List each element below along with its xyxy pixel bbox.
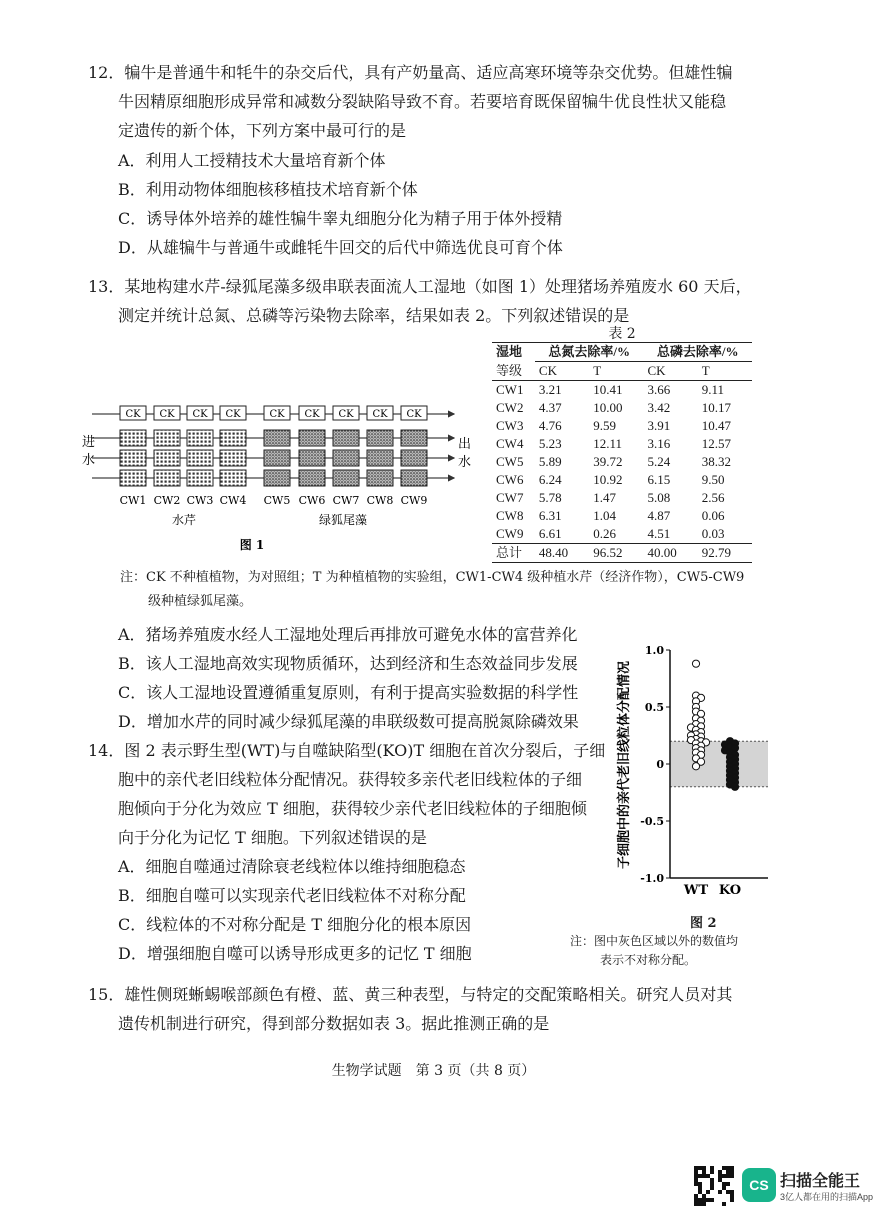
table-cell: 4.51: [647, 526, 671, 541]
foxtail-cell: [367, 430, 393, 446]
foxtail-cell: [333, 470, 359, 486]
table-cell: CW3: [496, 418, 524, 433]
table-cell: 4.76: [538, 418, 562, 433]
q14-option-c: C．线粒体的不对称分配是 T 细胞分化的根本原因: [118, 915, 472, 934]
q13-option-b: B．该人工湿地高效实现物质循环，达到经济和生态效益同步发展: [118, 654, 578, 673]
ck-label: CK: [406, 409, 422, 420]
table-cell: CW8: [496, 508, 524, 523]
cress-cell: [120, 450, 146, 466]
q14-option-b: B．细胞自噬可以实现亲代老旧线粒体不对称分配: [118, 886, 466, 905]
q14-line-4: 向于分化为记忆 T 细胞。下列叙述错误的是: [118, 828, 427, 847]
cell-level-label: CW5: [263, 494, 291, 507]
figure-2-note-line-2: 表示不对称分配。: [600, 953, 697, 967]
chart-plot-area: [640, 644, 768, 898]
table-2-title: 表 2: [608, 326, 636, 342]
cress-cell: [220, 450, 246, 466]
q13-option-c: C．该人工湿地设置遵循重复原则，有利于提高实验数据的科学性: [118, 683, 579, 702]
table-sub-ck-p: CK: [647, 363, 666, 378]
foxtail-cell: [299, 450, 325, 466]
table-cell: 3.42: [647, 400, 671, 415]
y-tick-label: 0: [656, 758, 664, 771]
table-cell: 40.00: [647, 545, 677, 560]
figure-1-wetland-diagram: [82, 400, 482, 560]
cell-level-label: CW6: [298, 494, 326, 507]
symmetric-band: [670, 741, 768, 787]
foxtail-cell: [367, 470, 393, 486]
table-cell: 5.89: [538, 454, 562, 469]
table-row: [492, 453, 752, 471]
q12-option-a: A．利用人工授精技术大量培育新个体: [118, 151, 386, 170]
table-cell: 0.06: [701, 508, 725, 523]
cell-level-label: CW2: [153, 494, 181, 507]
x-category-label: WT: [683, 883, 709, 898]
brand-name: 扫描全能王: [780, 1173, 861, 1190]
ck-label: CK: [225, 409, 241, 420]
table-cell: 5.23: [538, 436, 562, 451]
ck-label: CK: [192, 409, 208, 420]
table-2: [492, 326, 752, 563]
foxtail-cell: [264, 430, 290, 446]
table-cell: 12.11: [593, 436, 622, 451]
q13-note-line-1: 注：CK 不种植植物，为对照组；T 为种植植物的实验组，CW1-CW4 级种植水芹（经济作物），CW5-CW9: [120, 570, 745, 585]
ck-label: CK: [269, 409, 285, 420]
cress-cell: [187, 430, 213, 446]
q14-option-a: A．细胞自噬通过清除衰老线粒体以维持细胞稳态: [118, 857, 466, 876]
q12-line-2: 牛因精原细胞形成异常和减数分裂缺陷导致不育。若要培育既保留犏牛优良性状又能稳: [118, 92, 727, 111]
cell-level-label: CW3: [186, 494, 214, 507]
table-header-phosphorus: 总磷去除率/%: [643, 343, 752, 362]
cell-level-label: CW9: [400, 494, 428, 507]
table-cell: 6.24: [538, 472, 562, 487]
table-cell: 12.57: [701, 436, 731, 451]
inlet-label-1: 进: [82, 435, 96, 450]
table-cell: 96.52: [593, 545, 623, 560]
table-2-body: [492, 381, 752, 563]
ck-label: CK: [338, 409, 354, 420]
ko-data-point: [731, 783, 738, 790]
q13-option-a: A．猪场养殖废水经人工湿地处理后再排放可避免水体的富营养化: [118, 625, 578, 644]
table-2-grid: [492, 342, 752, 563]
foxtail-cell: [264, 470, 290, 486]
question-12: [88, 58, 732, 262]
outlet-label-2: 水: [458, 455, 472, 470]
foxtail-cell: [264, 450, 290, 466]
table-cell: 总计: [496, 545, 523, 560]
table-cell: CW2: [496, 400, 524, 415]
table-sub-t-p: T: [701, 363, 710, 378]
foxtail-cell: [401, 450, 427, 466]
table-cell: 2.56: [701, 490, 725, 505]
inlet-label-2: 水: [82, 453, 96, 468]
x-category-label: KO: [718, 883, 742, 898]
table-cell: 6.31: [538, 508, 562, 523]
q13-note-line-2: 级种植绿狐尾藻。: [148, 594, 253, 609]
q14-line-3: 胞倾向于分化为效应 T 细胞，获得较少亲代老旧线粒体的子细胞倾: [118, 799, 587, 818]
table-cell: CW4: [496, 436, 524, 451]
foxtail-cell: [299, 430, 325, 446]
table-cell: 1.47: [593, 490, 616, 505]
figure-1-caption: 图 1: [239, 538, 265, 552]
page-footer: 生物学试题 第 3 页（共 8 页）: [331, 1063, 536, 1079]
y-tick-label: 1.0: [644, 644, 664, 657]
figure-2-note: [570, 932, 738, 970]
table-row: [492, 435, 752, 453]
table-cell: 3.66: [647, 382, 671, 397]
q13-line-2: 测定并统计总氮、总磷等污染物去除率，结果如表 2。下列叙述错误的是: [118, 306, 630, 325]
q13-options: [118, 620, 579, 736]
table-cell: CW6: [496, 472, 524, 487]
y-tick-label: 0.5: [644, 701, 664, 714]
table-cell: 0.03: [701, 526, 725, 541]
q12-line-3: 定遗传的新个体，下列方案中最可行的是: [118, 121, 407, 140]
wetland-cells: [120, 406, 428, 507]
table-cell: 10.41: [593, 382, 623, 397]
y-tick-label: -0.5: [640, 815, 664, 828]
q12-option-c: C．诱导体外培养的雄性犏牛睾丸细胞分化为精子用于体外授精: [118, 209, 563, 228]
table-cell: 4.87: [647, 508, 671, 523]
table-cell: 3.21: [538, 382, 562, 397]
table-sub-t-n: T: [593, 363, 602, 378]
table-cell: CW7: [496, 490, 524, 505]
chart-y-axis-label: 子细胞中的亲代老旧线粒体分配情况: [617, 660, 632, 870]
table-cell: 9.11: [701, 382, 724, 397]
q15-line-2: 遗传机制进行研究，得到部分数据如表 3。据此推测正确的是: [118, 1014, 550, 1033]
q15-line-1: 15．雄性侧斑蜥蜴喉部颜色有橙、蓝、黄三种表型，与特定的交配策略相关。研究人员对其: [88, 985, 733, 1004]
ck-label: CK: [372, 409, 388, 420]
table-cell: 5.24: [647, 454, 671, 469]
table-row: [492, 544, 752, 563]
q13-note: [120, 568, 744, 612]
q14-option-d: D．增强细胞自噬可以诱导形成更多的记忆 T 细胞: [118, 944, 472, 963]
foxtail-cell: [333, 450, 359, 466]
table-row: [492, 507, 752, 525]
cell-level-label: CW8: [366, 494, 394, 507]
ck-label: CK: [159, 409, 175, 420]
cress-cell: [154, 470, 180, 486]
y-tick-label: -1.0: [640, 872, 664, 885]
group-label-cress: 水芹: [171, 513, 197, 527]
table-cell: 4.37: [538, 400, 562, 415]
question-15: [88, 980, 732, 1038]
table-cell: 1.04: [593, 508, 616, 523]
table-row: [492, 399, 752, 417]
cress-cell: [154, 450, 180, 466]
table-row: [492, 471, 752, 489]
foxtail-cell: [401, 470, 427, 486]
figure-2-scatter-chart: [608, 640, 778, 910]
table-cell: 5.78: [538, 490, 562, 505]
outlet-label-1: 出: [458, 437, 472, 452]
group-label-foxtail: 绿狐尾藻: [318, 513, 368, 527]
question-14: [88, 736, 605, 968]
table-sub-ck-n: CK: [538, 363, 557, 378]
foxtail-cell: [333, 430, 359, 446]
table-cell: CW5: [496, 454, 524, 469]
ck-label: CK: [125, 409, 141, 420]
q12-line-1: 12．犏牛是普通牛和牦牛的杂交后代，具有产奶量高、适应高寒环境等杂交优势。但雄性犏: [88, 63, 733, 82]
table-cell: CW9: [496, 526, 524, 541]
q13-line-1: 13．某地构建水芹-绿狐尾藻多级串联表面流人工湿地（如图 1）处理猪场养殖废水 60 天后，: [88, 277, 752, 296]
cress-cell: [120, 430, 146, 446]
table-cell: 10.92: [593, 472, 623, 487]
table-cell: 0.26: [593, 526, 616, 541]
q14-line-2: 胞中的亲代老旧线粒体分配情况。获得较多亲代老旧线粒体的子细: [118, 770, 583, 789]
table-cell: 6.61: [538, 526, 562, 541]
q13-option-d: D．增加水芹的同时减少绿狐尾藻的串联级数可提高脱氮除磷效果: [118, 712, 579, 731]
table-cell: 9.59: [593, 418, 616, 433]
ck-label: CK: [304, 409, 320, 420]
table-cell: 10.17: [701, 400, 731, 415]
table-header-nitrogen: 总氮去除率/%: [535, 343, 644, 362]
table-cell: 3.91: [647, 418, 671, 433]
figure-2-note-line-1: 注：图中灰色区域以外的数值均: [570, 934, 739, 948]
wt-data-point: [692, 660, 699, 667]
table-cell: 6.15: [647, 472, 671, 487]
table-row: [492, 381, 752, 400]
q12-option-d: D．从雄犏牛与普通牛或雌牦牛回交的后代中筛选优良可育个体: [118, 238, 563, 257]
cress-cell: [154, 430, 180, 446]
camscanner-logo-icon: CS: [742, 1168, 776, 1202]
cell-level-label: CW1: [119, 494, 147, 507]
qr-code-icon: [694, 1166, 734, 1206]
q14-line-1: 14．图 2 表示野生型(WT)与自噬缺陷型(KO)T 细胞在首次分裂后，子细: [88, 741, 606, 760]
foxtail-cell: [299, 470, 325, 486]
q12-option-b: B．利用动物体细胞核移植技术培育新个体: [118, 180, 418, 199]
cell-level-label: CW4: [219, 494, 247, 507]
cress-cell: [187, 470, 213, 486]
brand-tagline: 3亿人都在用的扫描App: [780, 1192, 873, 1202]
table-row: [492, 489, 752, 507]
table-cell: 48.40: [538, 545, 569, 560]
cress-cell: [187, 450, 213, 466]
cell-level-label: CW7: [332, 494, 360, 507]
table-cell: 9.50: [701, 472, 725, 487]
cress-cell: [220, 430, 246, 446]
cress-cell: [220, 470, 246, 486]
table-cell: 39.72: [593, 454, 623, 469]
table-cell: 10.47: [701, 418, 731, 433]
cress-cell: [120, 470, 146, 486]
foxtail-cell: [401, 430, 427, 446]
table-header-level-2: 等级: [496, 362, 523, 378]
table-cell: 3.16: [647, 436, 671, 451]
table-row: [492, 525, 752, 544]
figure-2-caption: 图 2: [690, 916, 717, 931]
table-cell: 38.32: [701, 454, 731, 469]
table-cell: 10.00: [593, 400, 623, 415]
table-row: [492, 417, 752, 435]
wt-data-point: [692, 763, 699, 770]
question-13: [88, 272, 752, 330]
table-cell: CW1: [496, 382, 524, 397]
table-cell: 92.79: [701, 545, 731, 560]
foxtail-cell: [367, 450, 393, 466]
table-header-level: 湿地: [496, 344, 523, 360]
table-cell: 5.08: [647, 490, 671, 505]
